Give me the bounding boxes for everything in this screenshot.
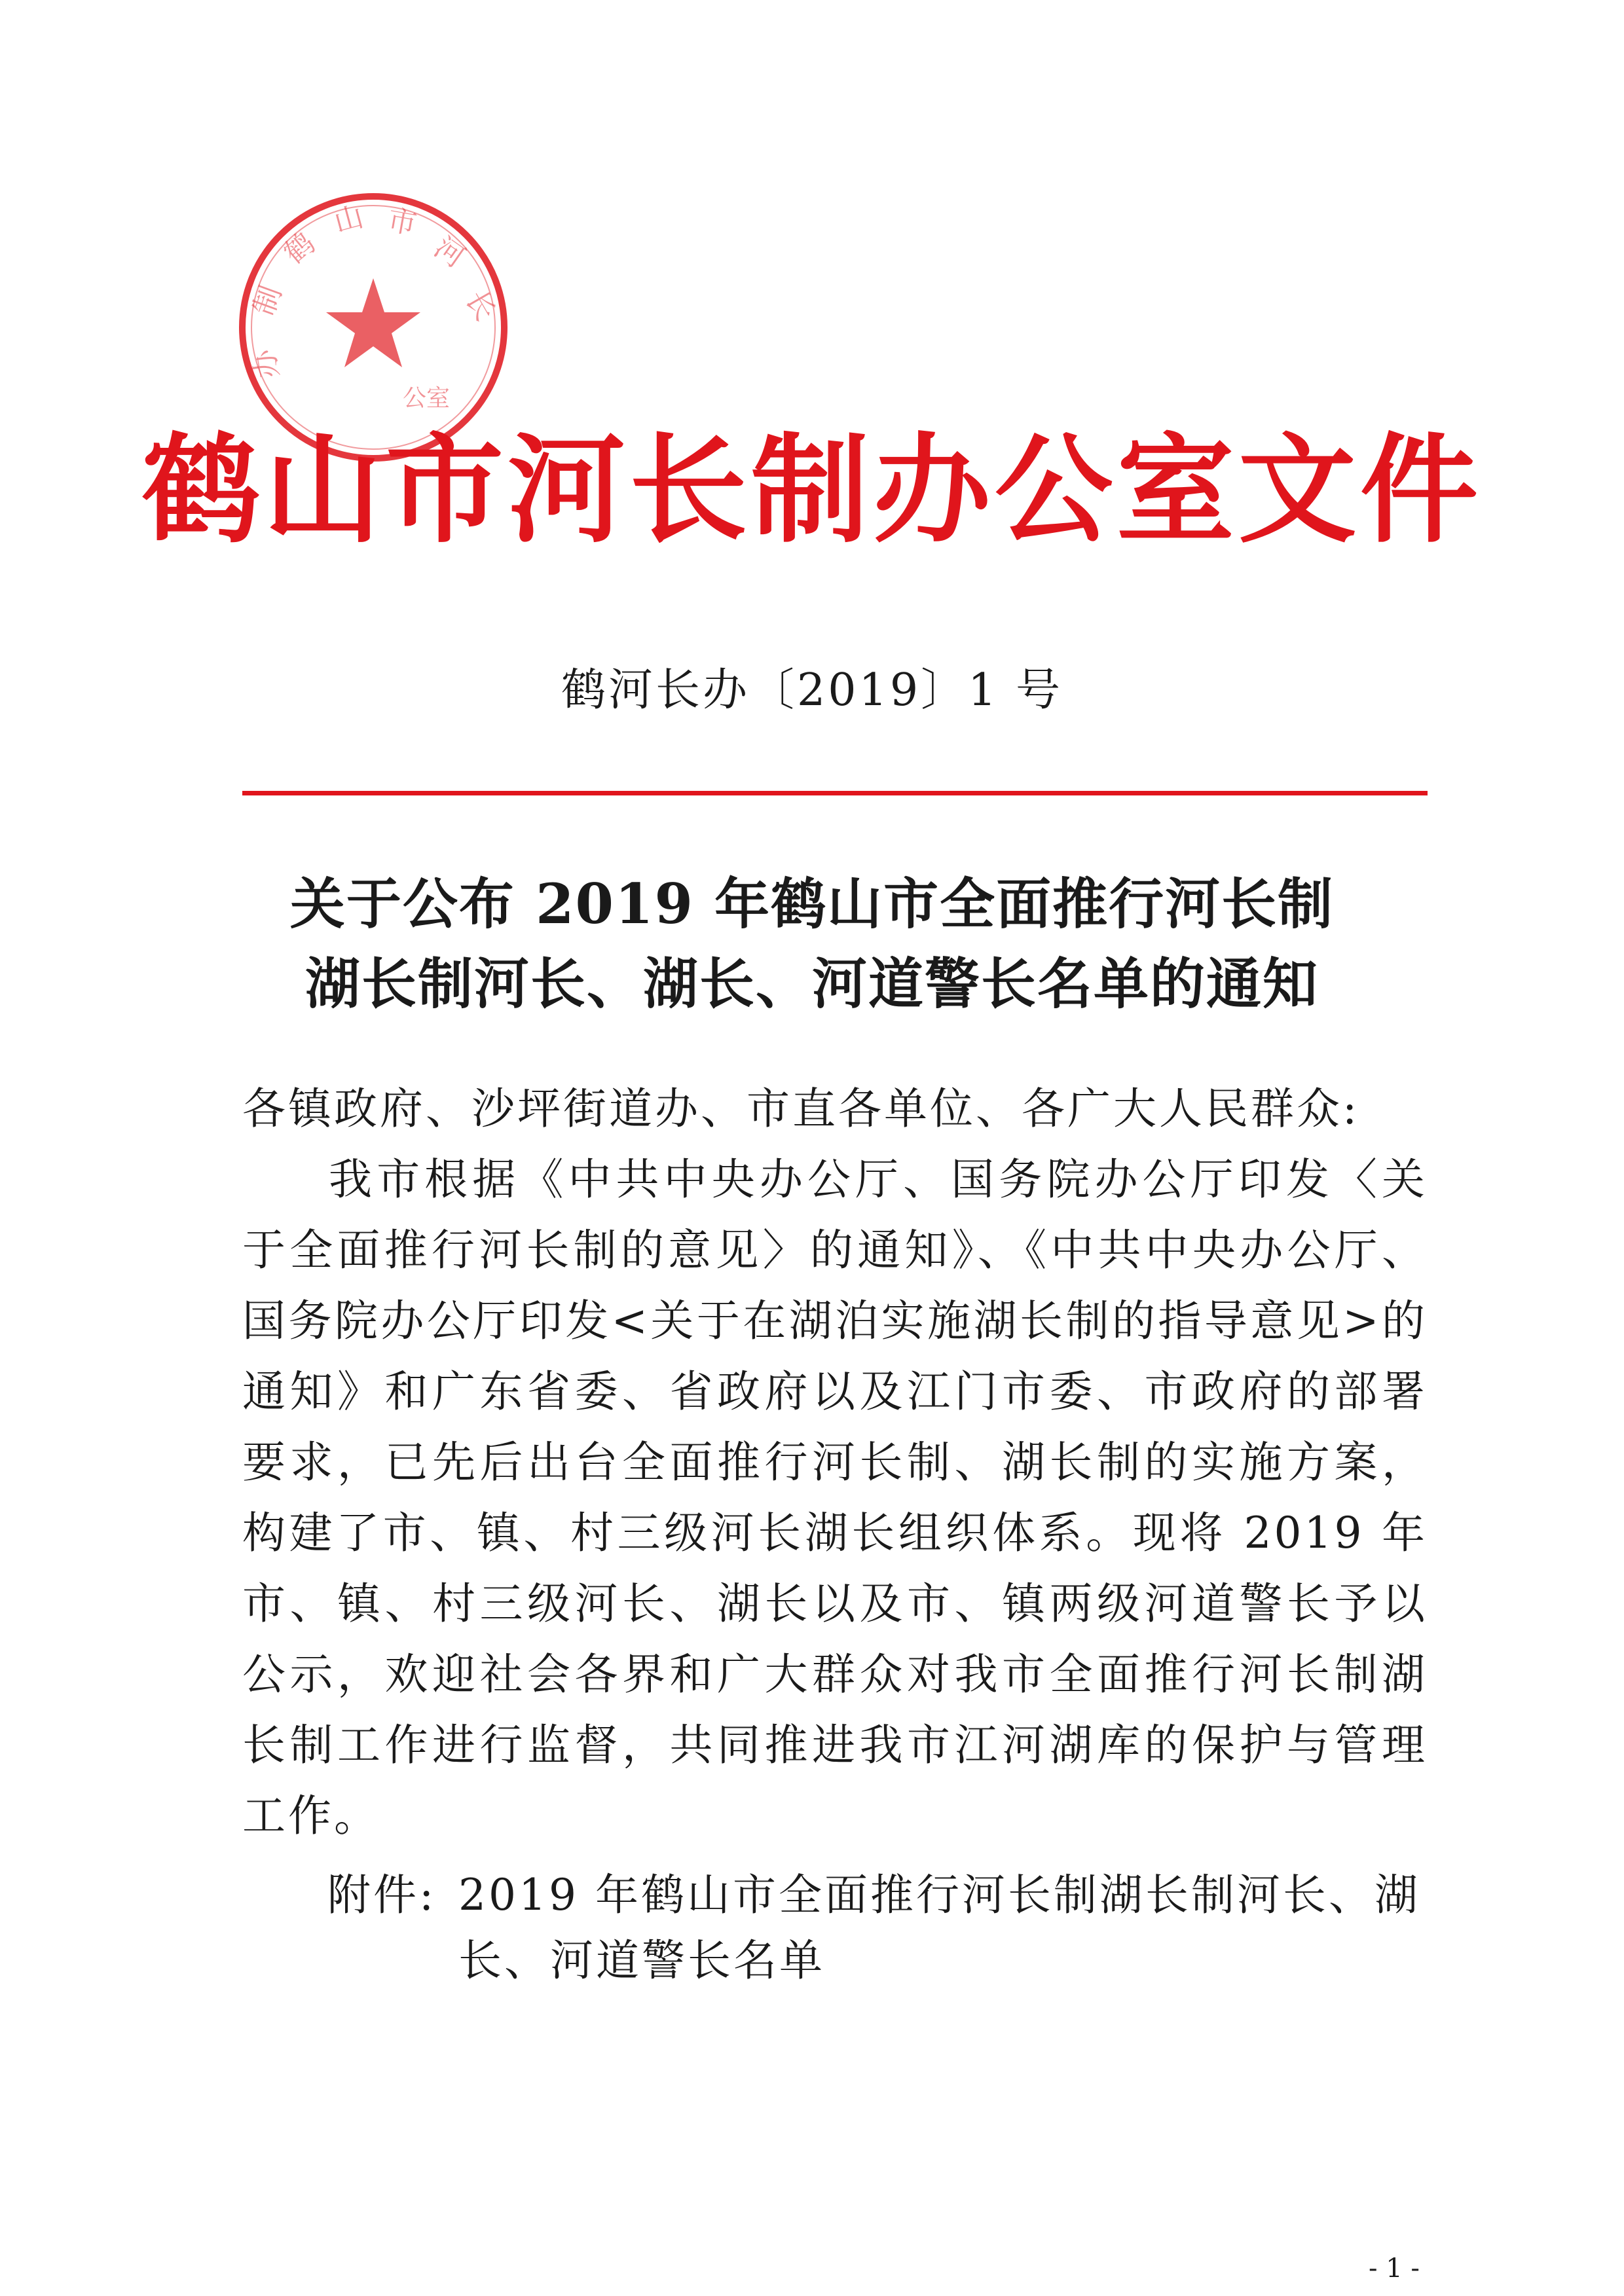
page-number: - 1 - (1369, 2253, 1420, 2284)
svg-text:河: 河 (428, 230, 471, 275)
svg-text:制: 制 (247, 281, 289, 320)
red-divider-line (242, 791, 1428, 795)
svg-text:山: 山 (330, 199, 367, 240)
svg-text:公室: 公室 (403, 385, 451, 412)
attachment-label: 附件: (327, 1870, 437, 1920)
svg-text:鹤: 鹤 (278, 227, 322, 271)
attachment-text: 2019 年鹤山市全面推行河长制湖长制河长、湖长、河道警长名单 (458, 1870, 1420, 1986)
document-title (196, 864, 1428, 1024)
body-paragraph: 我市根据《中共中央办公厅、国务院办公厅印发〈关于全面推行河长制的意见〉的通知》、《中共中央办公厅、国务院办公厅印发<关于在湖泊实施湖长制的指导意见>的通知》和广东省委、省政府以及江门市委、市政府的部署要求，已先后出台全面推行河长制、湖长制的实施方案，构建了市、镇、村三级河长湖长组织体系。现将 2019 年市、镇、村三级河长、湖长以及市、镇两级河道警长予以公示，欢迎社会各界和广大群众对我市全面推行河长制湖长制工作进行监督，共同推进我市江河湖库的保护与管理工作。 (242, 1154, 1428, 1841)
document-number: 鹤河长办〔2019〕1 号 (561, 665, 1063, 716)
document-masthead: 鹤山市河长制办公室文件 (141, 422, 1482, 559)
svg-text:市: 市 (385, 203, 420, 242)
svg-text:办: 办 (247, 346, 286, 381)
title-line-2: 湖长制河长、湖长、河道警长名单的通知 (304, 951, 1319, 1016)
title-line-1: 关于公布 2019 年鹤山市全面推行河长制 (289, 871, 1335, 936)
svg-text:长: 长 (458, 285, 502, 327)
attachment-note (327, 1863, 1441, 1994)
document-body (242, 1074, 1428, 1851)
salutation: 各镇政府、沙坪街道办、市直各单位、各广大人民群众: (242, 1084, 1360, 1134)
